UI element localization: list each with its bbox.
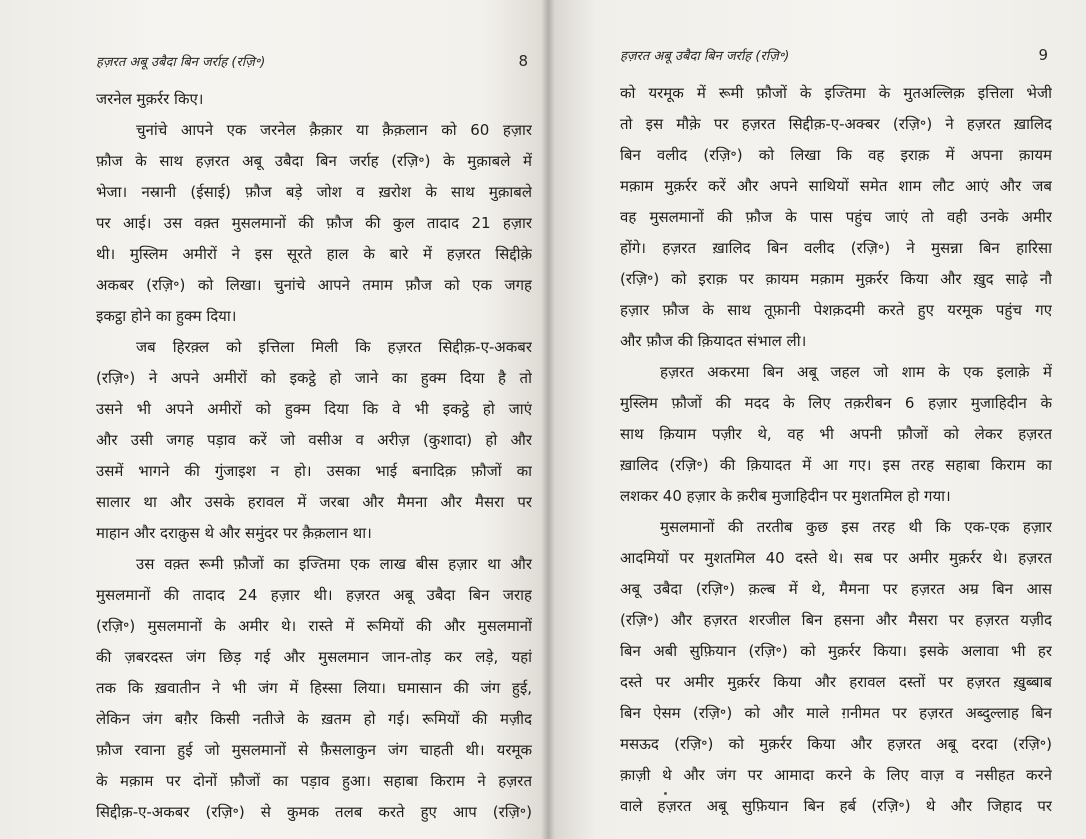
right-text-line: हज़ार फ़ौज के साथ तूफ़ानी पेशक़दमी करते हुए यरमूक पहुंच गए xyxy=(620,301,1052,319)
right-text-line: वह मुसलमानों की फ़ौज के पास पहुंच जाएं तो वही उनके अमीर xyxy=(620,208,1052,226)
left-text-line: चुनांचे आपने एक जरनेल क़ैक़ार या क़ैक़लान को 60 हज़ार xyxy=(136,121,532,139)
left-text-line: जरनेल मुक़र्रर किए। xyxy=(96,90,204,108)
left-text-line: फ़ौज रवाना हुई जो मुसलमानों से फ़ैसलाकुन जंग चाहती थी। यरमूक xyxy=(96,741,532,759)
left-text-line: तक कि ख़वातीन ने भी जंग में हिस्सा लिया। घमासान की जंग हुई, xyxy=(96,679,532,697)
left-body-text xyxy=(96,84,532,828)
right-running-head xyxy=(620,46,1052,72)
right-text-line: को यरमूक में रूमी फ़ौजों के इज्तिमा के मुतअल्लिक़ इत्तिला भेजी xyxy=(620,84,1052,102)
left-text-line: उस वक़्त रूमी फ़ौजों का इज्तिमा एक लाख बीस हज़ार था और xyxy=(136,555,532,573)
left-text-line: और उसी जगह पड़ाव करें जो वसीअ व अरीज़ (कुशादा) हो और xyxy=(96,431,532,449)
right-text-line: दस्ते पर अमीर मुक़र्रर किया और हरावल दस्तों पर हज़रत ख़ुब्बाब xyxy=(620,673,1052,691)
right-text-line: मक़ाम मुक़र्रर करें और अपने साथियों समेत शाम लौट आएं और जब xyxy=(620,177,1052,195)
right-text-line: बिन ऐसम (रज़ि॰) को और माले ग़नीमत पर हज़रत अब्दुल्लाह बिन xyxy=(620,704,1052,722)
left-running-head xyxy=(96,52,534,78)
left-text-line: के मक़ाम पर दोनों फ़ौजों का पड़ाव हुआ। सहाबा किराम ने हज़रत xyxy=(96,772,532,790)
right-text-line: और फ़ौज की क़ियादत संभाल ली। xyxy=(620,332,807,350)
left-text-line: सालार था और उसके हरावल में जरबा और मैमना और मैसरा पर xyxy=(96,493,532,511)
right-text-line: मुसलमानों की तरतीब कुछ इस तरह थी कि एक-एक हज़ार xyxy=(660,518,1052,536)
left-text-line: (रज़ि॰) मुसलमानों के अमीर थे। रास्ते में रूमियों की और मुसलमानों xyxy=(96,617,532,635)
right-body-text xyxy=(620,78,1052,822)
left-text-line: इकट्ठा होने का हुक्म दिया। xyxy=(96,307,237,325)
right-text-line: (रज़ि॰) और हज़रत शरजील बिन हसना और मैसरा पर हज़रत यज़ीद xyxy=(620,611,1052,629)
left-text-line: उसने भी अपने अमीरों को हुक्म दिया कि वे भी इकट्ठे हो जाएं xyxy=(96,400,532,418)
right-text-line: तो इस मौक़े पर हज़रत सिद्दीक़-ए-अक्बर (रज़ि॰) ने हज़रत ख़ालिद xyxy=(620,115,1052,133)
right-text-line: मसऊद (रज़ि॰) को मुक़र्रर किया और हज़रत अबू दरदा (रज़ि॰) xyxy=(620,735,1052,753)
left-text-line: अकबर (रज़ि॰) को लिखा। चुनांचे आपने तमाम फ़ौज को एक जगह xyxy=(96,276,532,294)
right-page xyxy=(548,0,1086,839)
right-page-number: 9 xyxy=(1038,46,1048,64)
right-text-line: अबू उबैदा (रज़ि॰) क़ल्ब में थे, मैमना पर हज़रत अम्र बिन आस xyxy=(620,580,1052,598)
left-text-line: थी। मुस्लिम अमीरों ने इस सूरते हाल के बारे में हज़रत सिद्दीक़े xyxy=(96,245,532,263)
book-gutter xyxy=(541,0,555,839)
left-text-line: जब हिरक़्ल को इत्तिला मिली कि हज़रत सिद्दीक़-ए-अकबर xyxy=(136,338,532,356)
left-text-line: भेजा। नस्रानी (ईसाई) फ़ौज बड़े जोश व ख़रोश के साथ मुक़ाबले xyxy=(96,183,532,201)
left-text-line: (रज़ि॰) ने अपने अमीरों को इकट्ठे हो जाने का हुक्म दिया है तो xyxy=(96,369,532,387)
left-text-line: पर आई। उस वक़्त मुसलमानों की फ़ौज की कुल तादाद 21 हज़ार xyxy=(96,214,532,232)
left-text-line: मुसलमानों की तादाद 24 हज़ार थी। हज़रत अबू उबैदा बिन जराह xyxy=(96,586,532,604)
left-text-line: सिद्दीक़-ए-अकबर (रज़ि॰) से कुमक तलब करते हुए आप (रज़ि॰) xyxy=(96,803,532,821)
right-text-line: वाले हज़रत अबू सुफ़ियान बिन हर्ब (रज़ि॰) थे और जिहाद पर xyxy=(620,797,1052,815)
left-text-line: फ़ौज के साथ हज़रत अबू उबैदा बिन जर्राह (रज़ि॰) के मुक़ाबले में xyxy=(96,152,532,170)
left-text-line: की ज़बरदस्त जंग छिड़ गई और मुसलमान जान-तोड़ कर लड़े, यहां xyxy=(96,648,532,666)
right-text-line: बिन वलीद (रज़ि॰) को लिखा कि वह इराक़ में अपना क़ायम xyxy=(620,146,1052,164)
right-text-line: हज़रत अकरमा बिन अबू जहल जो शाम के एक इलाक़े में xyxy=(660,363,1052,381)
left-page-number: 8 xyxy=(518,52,528,70)
right-text-line: मुस्लिम फ़ौजों की मदद के लिए तक़रीबन 6 हज़ार मुजाहिदीन के xyxy=(620,394,1052,412)
right-text-line: आदमियों पर मुशतमिल 40 दस्ते थे। सब पर अमीर मुक़र्रर थे। हज़रत xyxy=(620,549,1052,567)
left-text-line: लेकिन जंग बग़ैर किसी नतीजे के ख़तम हो गई। रूमियों की मज़ीद xyxy=(96,710,532,728)
right-text-line: क़ाज़ी थे और जंग पर आमादा करने के लिए वाज़ व नसीहत करने xyxy=(620,766,1052,784)
right-text-line: लशकर 40 हज़ार के क़रीब मुजाहिदीन पर मुशतमिल हो गया। xyxy=(620,487,951,505)
paper-speck xyxy=(664,792,667,795)
right-text-line: (रज़ि॰) को इराक़ पर क़ायम मक़ाम मुक़र्रर किया और ख़ुद साढ़े नौ xyxy=(620,270,1052,288)
left-running-title: हज़रत अबू उबैदा बिन जर्राह (रज़ि॰) xyxy=(96,55,266,70)
right-text-line: ख़ालिद (रज़ि॰) की क़ियादत में आ गए। इस तरह सहाबा किराम का xyxy=(620,456,1052,474)
right-text-line: बिन अबी सुफ़ियान (रज़ि॰) को मुक़र्रर किया। इसके अलावा भी हर xyxy=(620,642,1052,660)
left-text-line: माहान और दराक़ुस थे और समुंदर पर क़ैक़लान था। xyxy=(96,524,372,542)
left-text-line: उसमें भागने की गुंजाइश न हो। उसका भाई बनादिक़ फ़ौजों का xyxy=(96,462,532,480)
right-text-line: होंगे। हज़रत ख़ालिद बिन वलीद (रज़ि॰) ने मुसन्ना बिन हारिसा xyxy=(620,239,1052,257)
right-running-title: हज़रत अबू उबैदा बिन जर्राह (रज़ि॰) xyxy=(620,49,790,64)
right-text-line: साथ क़ियाम पज़ीर थे, वह भी अपनी फ़ौजों को लेकर हज़रत xyxy=(620,425,1052,443)
